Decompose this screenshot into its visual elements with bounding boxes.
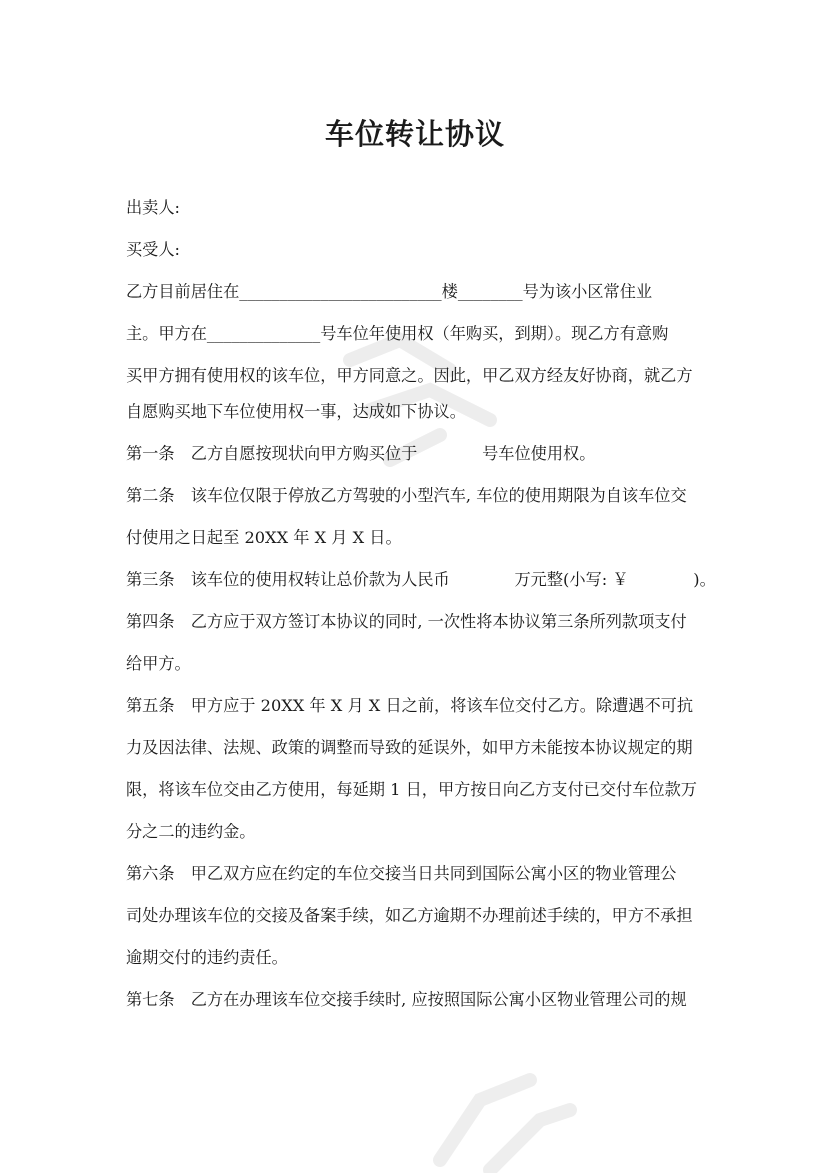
article-1-line-1: 第一条 乙方自愿按现状向甲方购买位于 号车位使用权。: [126, 444, 596, 463]
document-body: [126, 190, 716, 1018]
article-6-line-3: 逾期交付的违约责任。: [126, 948, 288, 967]
preamble-line-4: 自愿购买地下车位使用权一事，达成如下协议。: [126, 402, 466, 421]
article-6-line-2: 司处办理该车位的交接及备案手续，如乙方逾期不办理前述手续的，甲方不承担: [126, 906, 693, 925]
buyer-line: 买受人:: [126, 240, 181, 259]
document-title: 车位转让协议: [324, 117, 505, 151]
article-2-line-2: 付使用之日起至 20XX 年 X 月 X 日。: [126, 528, 402, 547]
seller-line: 出卖人:: [126, 198, 181, 217]
article-6-line-1: 第六条 甲乙双方应在约定的车位交接当日共同到国际公寓小区的物业管理公: [126, 864, 677, 883]
article-5-line-1: 第五条 甲方应于 20XX 年 X 月 X 日之前，将该车位交付乙方。除遭遇不可抗: [126, 696, 694, 715]
article-4-line-1: 第四条 乙方应于双方签订本协议的同时, 一次性将本协议第三条所列款项支付: [126, 612, 687, 631]
article-5-line-3: 限，将该车位交由乙方使用，每延期 1 日，甲方按日向乙方支付已交付车位款万: [126, 780, 697, 799]
preamble-line-1: 乙方目前居住在_________________________楼________号为该小区常住业: [126, 282, 653, 301]
preamble-line-2: 主。甲方在______________号车位年使用权（年购买，到期）。现乙方有意购: [126, 324, 669, 343]
article-5-line-4: 分之二的违约金。: [126, 822, 256, 841]
article-2-line-1: 第二条 该车位仅限于停放乙方驾驶的小型汽车, 车位的使用期限为自该车位交: [126, 486, 687, 505]
article-7-line-1: 第七条 乙方在办理该车位交接手续时, 应按照国际公寓小区物业管理公司的规: [126, 990, 687, 1009]
article-3-line-1: 第三条 该车位的使用权转让总价款为人民币 万元整(小写: ￥ )。: [126, 570, 716, 589]
article-5-line-2: 力及因法律、法规、政策的调整而导致的延误外，如甲方未能按本协议规定的期: [126, 738, 693, 757]
article-4-line-2: 给甲方。: [126, 654, 191, 673]
watermark-mark-bottom: [420, 1060, 580, 1173]
preamble-line-3: 买甲方拥有使用权的该车位，甲方同意之。因此，甲乙双方经友好协商，就乙方: [126, 366, 693, 385]
